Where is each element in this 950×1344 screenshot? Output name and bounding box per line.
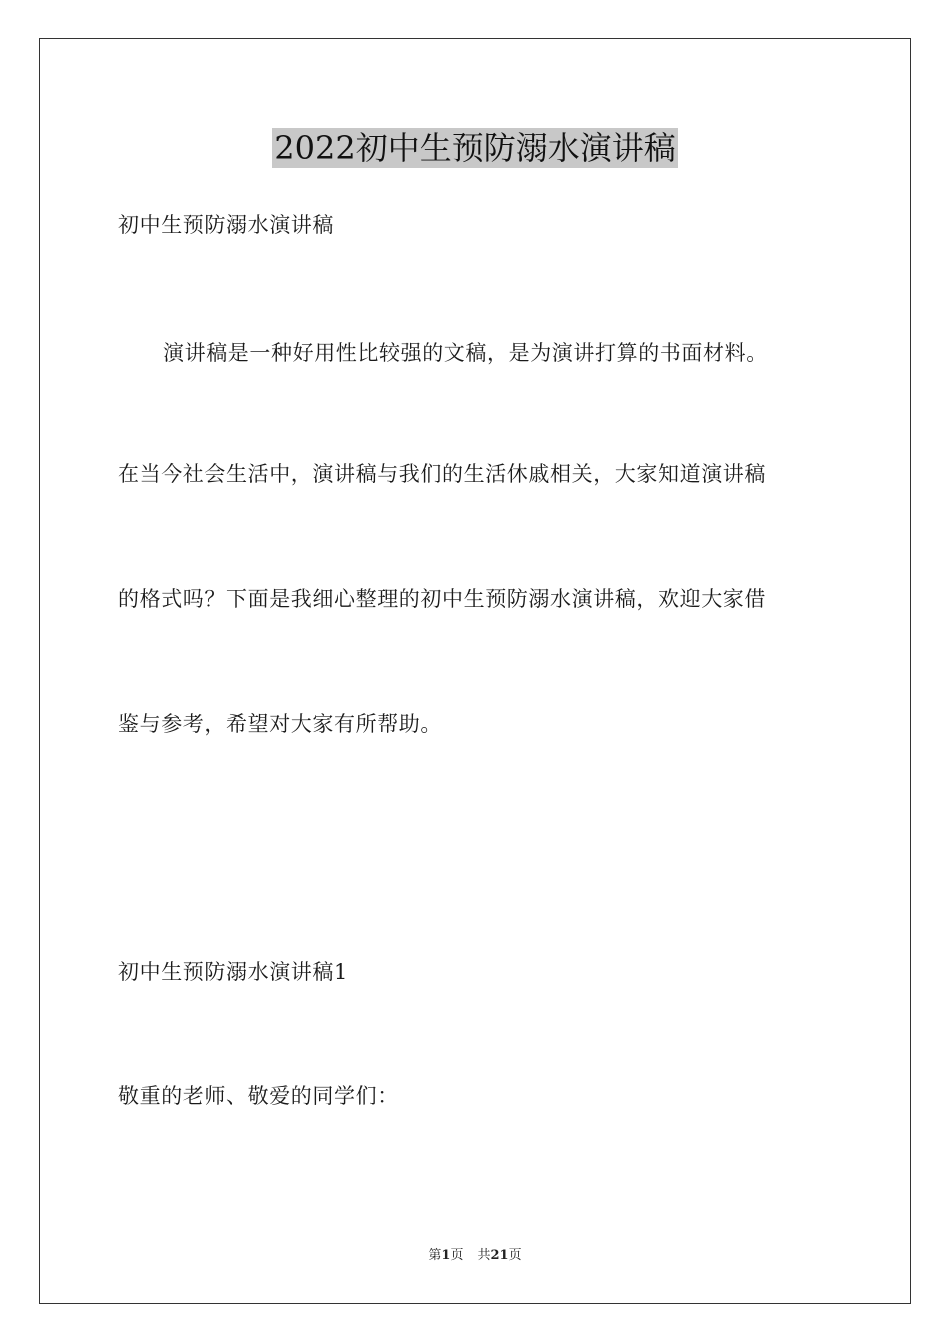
footer-total-pages: 21 (490, 1248, 509, 1263)
paragraph-line-1: 演讲稿是一种好用性比较强的文稿，是为演讲打算的书面材料。 (163, 341, 768, 365)
page-footer (0, 1247, 950, 1265)
salutation-line: 敬重的老师、敬爱的同学们： (118, 1084, 399, 1108)
footer-page-number: 1 (441, 1248, 451, 1263)
paragraph-line-3: 的格式吗？下面是我细心整理的初中生预防溺水演讲稿，欢迎大家借 (118, 587, 766, 611)
footer-total-prefix: 共 (477, 1248, 491, 1263)
paragraph-line-2: 在当今社会生活中，演讲稿与我们的生活休戚相关，大家知道演讲稿 (118, 462, 766, 486)
subtitle-line: 初中生预防溺水演讲稿 (118, 213, 334, 237)
footer-total-suffix: 页 (508, 1248, 522, 1263)
paragraph-line-4: 鉴与参考，希望对大家有所帮助。 (118, 712, 442, 736)
footer-page-suffix: 页 (450, 1248, 464, 1263)
document-title: 2022初中生预防溺水演讲稿 (274, 129, 676, 167)
title-container (0, 128, 950, 168)
footer-page-prefix: 第 (428, 1248, 442, 1263)
section-heading: 初中生预防溺水演讲稿1 (118, 960, 348, 984)
